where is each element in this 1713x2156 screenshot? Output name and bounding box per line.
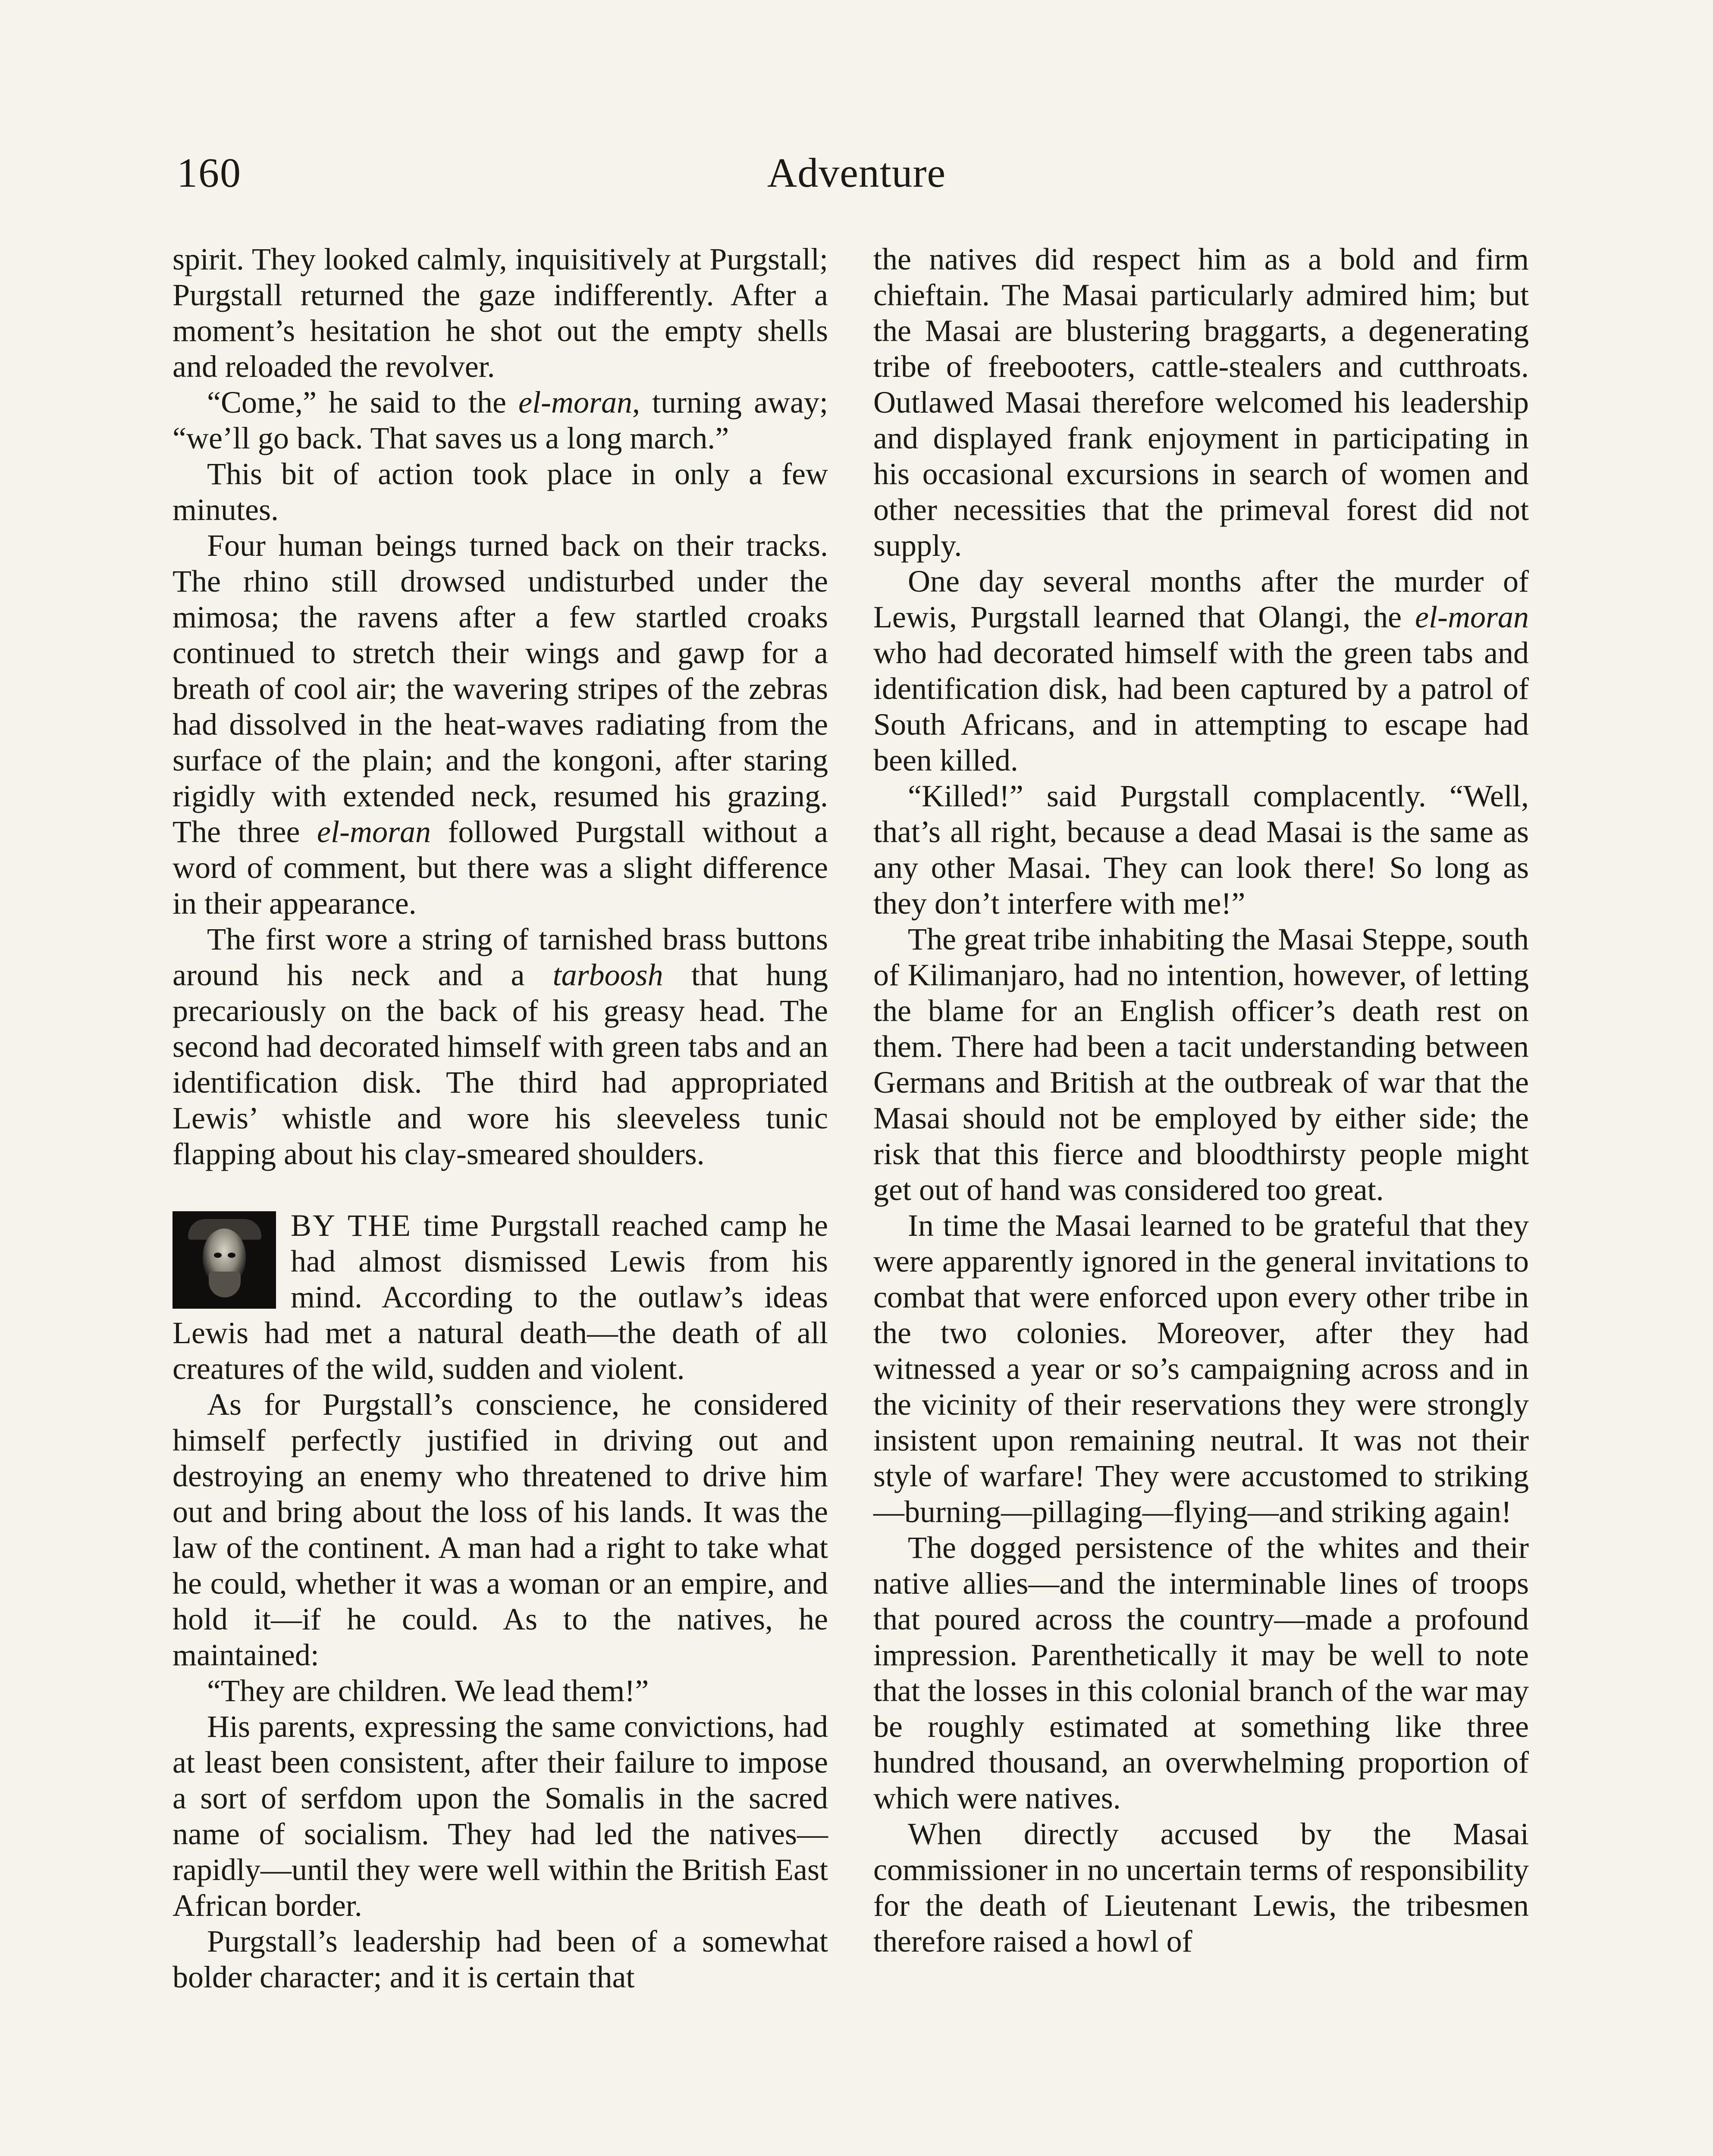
text-run: “Come,” he said to the <box>207 385 519 420</box>
paragraph: When directly accused by the Masai commissioner in no uncertain terms of responsibility for the death of Lieutenant Lewis, the tribesmen therefore raised a howl of <box>873 1817 1529 1959</box>
text-run: time Purgstall reached camp he had almost dismissed Lewis from his mind. According to the outlaw’s ideas Lewis had met a natural death—the death of all creatures of the wild, sudden and violent. <box>173 1208 828 1386</box>
paragraph <box>173 528 828 921</box>
paragraph: In time the Masai learned to be grateful that they were apparently ignored in the general invitations to combat that were enforced upon every other tribe in the two colonies. Moreover, after they had witnessed a year or so’s campaigning across and in the vicinity of their reservations they were strongly insistent upon remaining neutral. It was not their style of warfare! They were accustomed to striking—burning—pillaging—flying—and striking again! <box>873 1208 1529 1529</box>
paragraph: As for Purgstall’s conscience, he considered himself perfectly justified in driving out and destroying an enemy who threatened to drive him out and bring about the loss of his lands. It was the law of the continent. A man had a right to take what he could, whether it was a woman or an empire, and hold it—if he could. As to the natives, he maintained: <box>173 1387 828 1672</box>
section-break <box>173 1172 828 1208</box>
text-run: who had decorated himself with the green tabs and identification disk, had been captured by a patrol of South Africans, and in attempting to escape had been killed. <box>873 636 1529 777</box>
text-run: Four human beings turned back on their tracks. The rhino still drowsed undisturbed under the mimosa; the ravens after a few startled croaks continued to stretch their wings and gawp for a breath of cool air; the wavering stripes of the zebras had dissolved in the heat-waves radiating from the surface of the plain; and the kongoni, after staring rigidly with extended neck, resumed his grazing. The three <box>173 528 828 849</box>
italic-term: tarboosh <box>552 958 663 992</box>
paragraph <box>173 385 828 456</box>
text-run: followed Purgstall without a word of comment, but there was a slight difference in their appearance. <box>173 815 828 921</box>
right-column <box>873 241 1529 1959</box>
italic-term: el-moran <box>317 815 431 849</box>
paragraph: “Killed!” said Purgstall complacently. “Well, that’s all right, because a dead Masai is the same as any other Masai. They can look there! So long as they don’t interfere with me!” <box>873 779 1529 921</box>
paragraph <box>173 921 828 1172</box>
running-title: Adventure <box>767 150 946 196</box>
paragraph: “They are children. We lead them!” <box>207 1673 649 1708</box>
text-run: One day several months after the murder of Lewis, Purgstall learned that Olangi, the <box>873 564 1529 634</box>
lead-in-caps: BY THE <box>291 1208 412 1243</box>
paragraph: the natives did respect him as a bold and firm chieftain. The Masai particularly admired him; but the Masai are blustering braggarts, a degenerating tribe of freebooters, cattle-stealers and cutthroats. Outlawed Masai therefore welcomed his leadership and displayed frank enjoyment in participating in his occasional excursions in search of women and other necessities that the primeval forest did not supply. <box>873 242 1529 563</box>
left-column <box>173 241 828 1995</box>
page-header <box>0 149 1713 222</box>
paragraph: The great tribe inhabiting the Masai Steppe, south of Kilimanjaro, had no intention, however, of letting the blame for an English officer’s death rest on them. There had been a tacit understanding between Germans and British at the outbreak of war that the Masai should not be employed by either side; the risk that this fierce and bloodthirsty people might get out of hand was considered too great. <box>873 922 1529 1207</box>
text-run: , turning away; “we’ll go back. That saves us a long march.” <box>173 385 828 455</box>
portrait-ornament-icon <box>173 1211 276 1309</box>
section-opening-paragraph <box>173 1208 828 1387</box>
paragraph: His parents, expressing the same convictions, had at least been consistent, after their failure to impose a sort of serfdom upon the Somalis in the sacred name of socialism. They had led the natives—rapidly—until they were well within the British East African border. <box>173 1709 828 1923</box>
italic-term: el-moran <box>518 385 632 420</box>
page-number: 160 <box>177 150 242 196</box>
paragraph <box>873 564 1529 778</box>
text-run: that hung precariously on the back of his greasy head. The second had decorated himself with green tabs and an identification disk. The third had appropriated Lewis’ whistle and wore his sleeveless tunic flapping about his clay-smeared shoulders. <box>173 958 828 1171</box>
italic-term: el-moran <box>1415 600 1529 634</box>
paragraph: The dogged persistence of the whites and their native allies—and the interminable lines of troops that poured across the country—made a profound impression. Parenthetically it may be well to note that the losses in this colonial branch of the war may be roughly estimated at something like three hundred thousand, an overwhelming proportion of which were natives. <box>873 1530 1529 1815</box>
paragraph: spirit. They looked calmly, inquisitively at Purgstall; Purgstall returned the gaze indifferently. After a moment’s hesitation he shot out the empty shells and reloaded the revolver. <box>173 242 828 384</box>
paragraph: This bit of action took place in only a few minutes. <box>173 457 828 527</box>
paragraph: Purgstall’s leadership had been of a somewhat bolder character; and it is certain that <box>173 1924 828 1994</box>
text-run: The first wore a string of tarnished brass buttons around his neck and a <box>173 922 828 992</box>
